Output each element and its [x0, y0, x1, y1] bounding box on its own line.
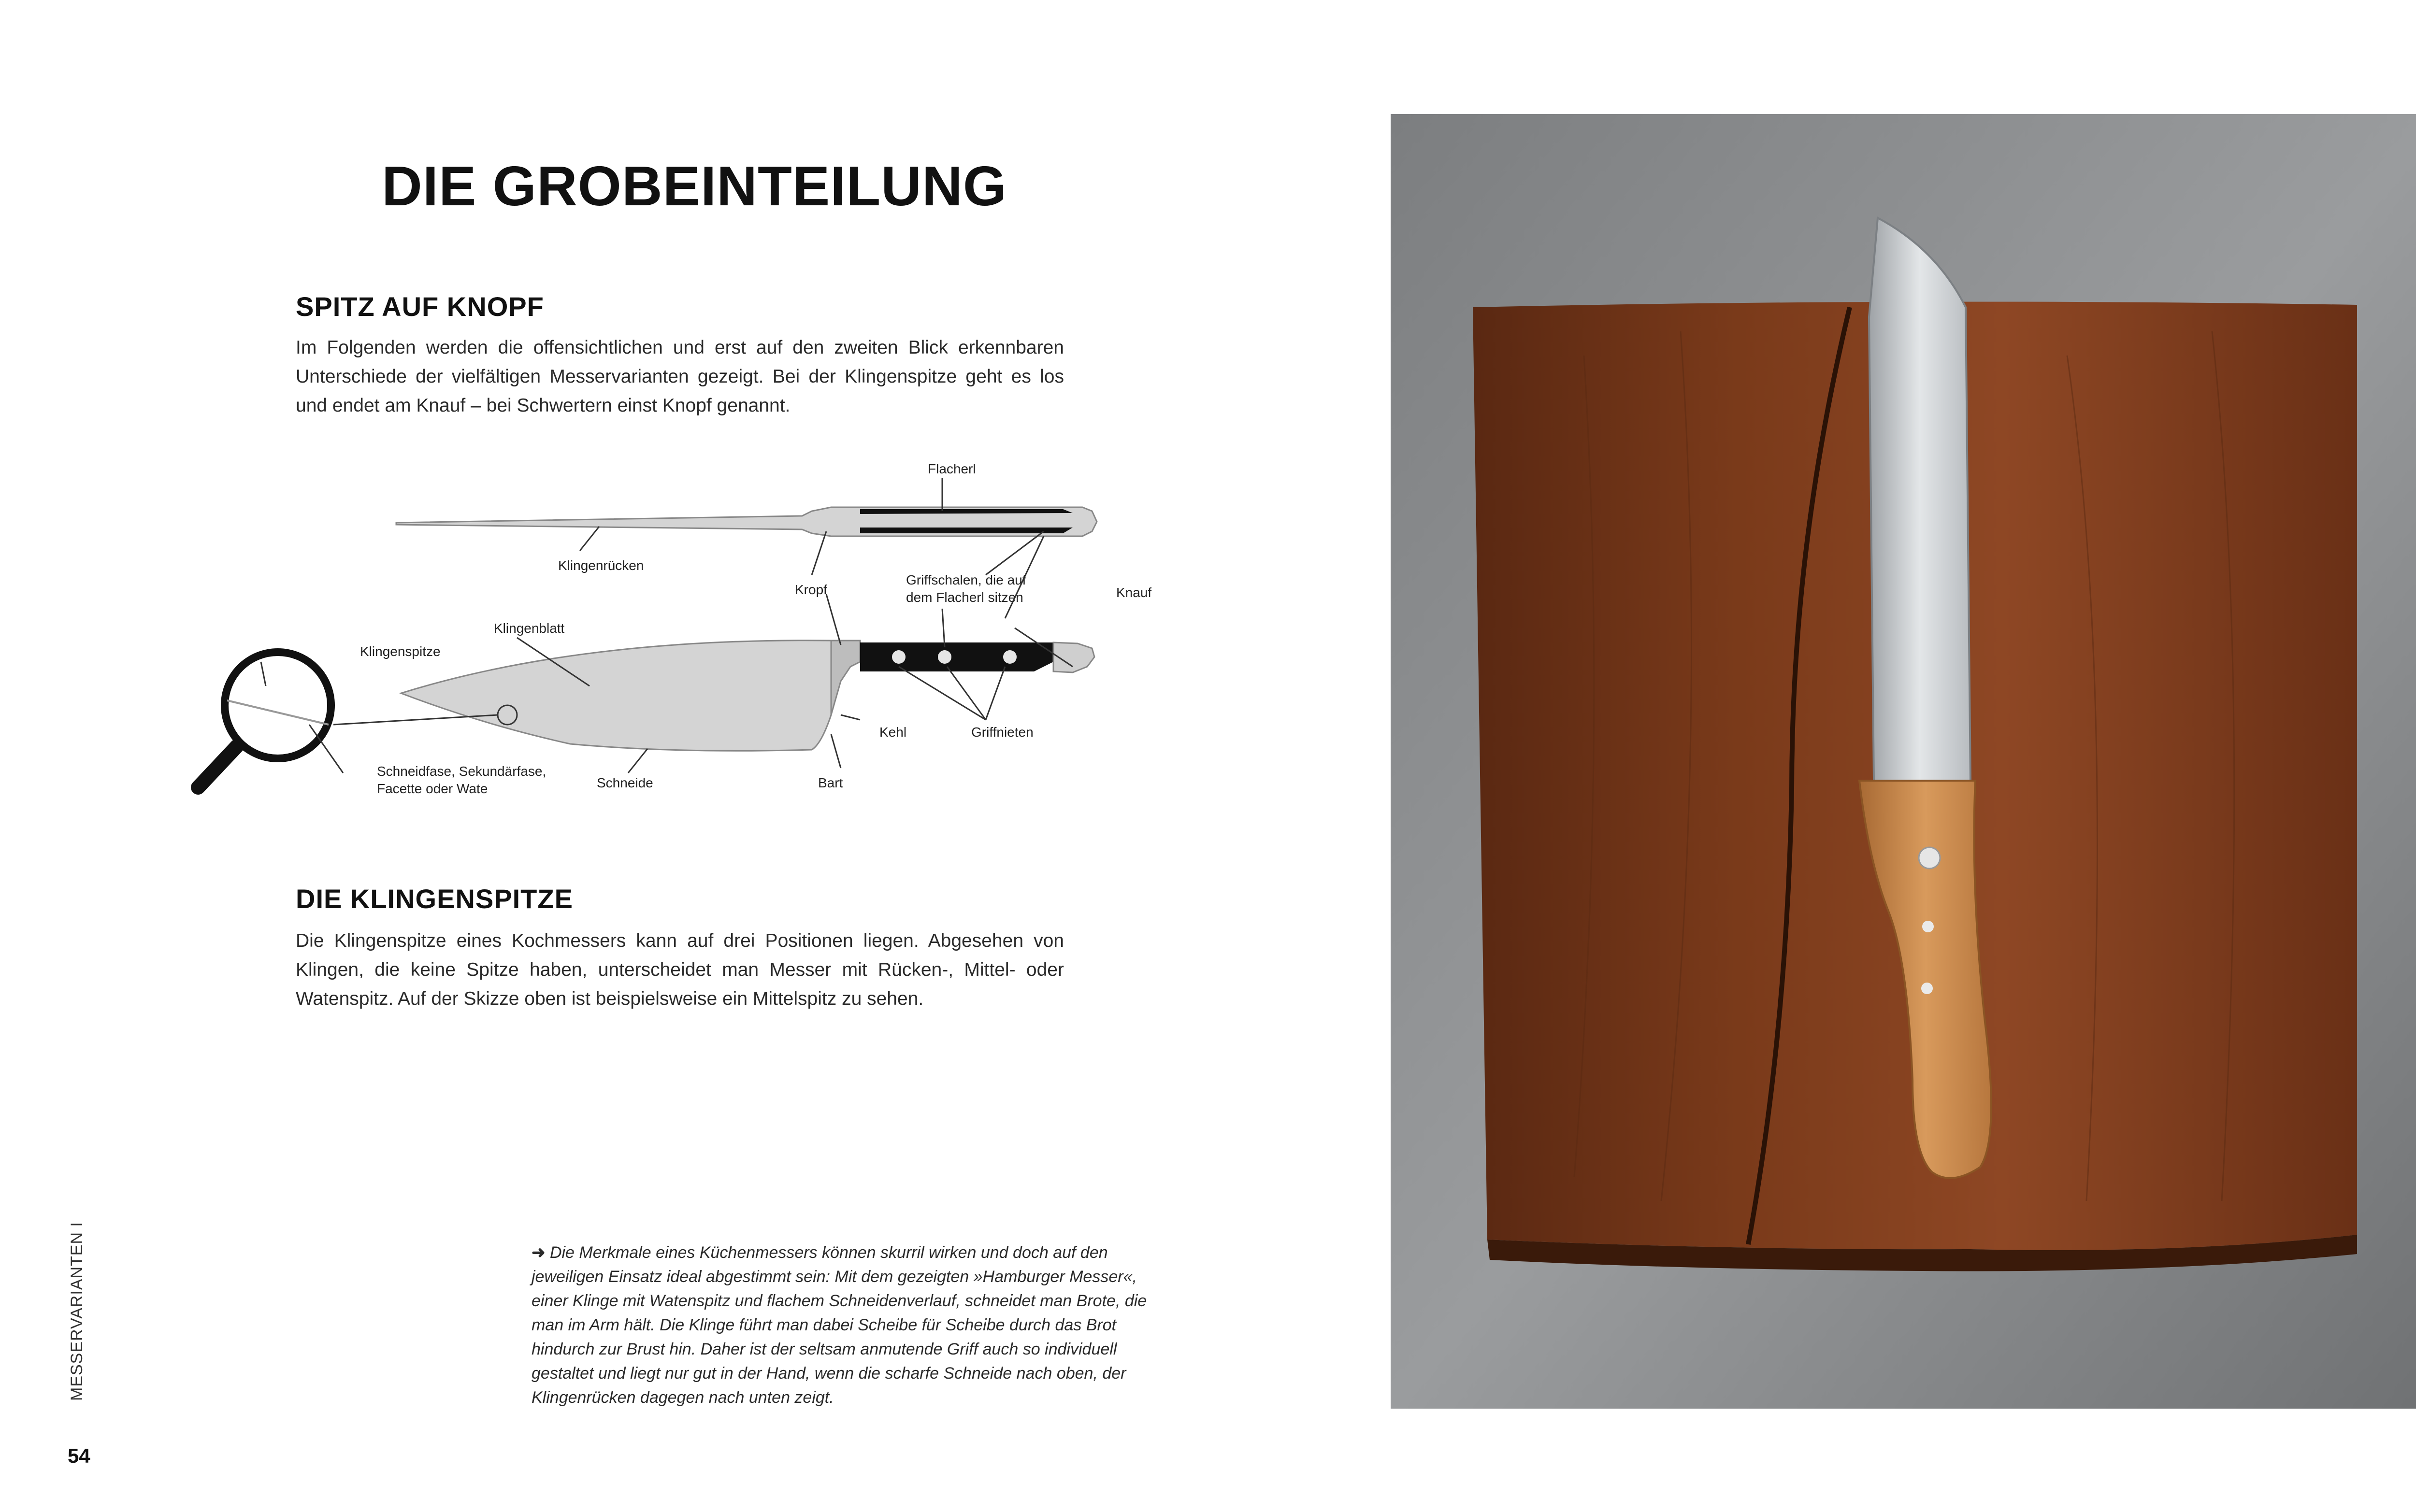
section-heading-spitz-auf-knopf: SPITZ AUF KNOPF [296, 291, 544, 322]
section-text-spitz-auf-knopf: Im Folgenden werden die offensichtlichen und erst auf den zweiten Blick erkennbaren Unterschiede der vielfältigen Messervarianten gezeigt. Bei der Klingenspitze geht es los und endet am Knauf – bei Schwertern einst Knopf genannt. [296, 337, 1064, 416]
section-heading-die-klingenspitze: DIE KLINGENSPITZE [296, 884, 573, 914]
arrow-right-icon: ➜ [532, 1243, 546, 1262]
label-schneide: Schneide [597, 775, 653, 790]
label-klingenspitze: Klingenspitze [360, 644, 441, 659]
section-text-die-klingenspitze: Die Klingenspitze eines Kochmessers kann auf drei Positionen liegen. Abgesehen von Klingen, die keine Spitze haben, unterscheidet man Messer mit Rücken-, Mittel- oder Watenspitz. Auf der Skizze oben ist beispielsweise ein Mittelspitz zu sehen. [296, 930, 1064, 1009]
page-number: 54 [68, 1444, 90, 1467]
label-flacherl: Flacherl [928, 461, 976, 476]
side-section-label: MESSERVARIANTEN I [68, 1222, 86, 1401]
label-klingenblatt: Klingenblatt [494, 621, 565, 636]
page-title: DIE GROBEINTEILUNG [382, 155, 1007, 217]
label-schneidfase-2: Facette oder Wate [377, 781, 488, 796]
label-schneidfase-1: Schneidfase, Sekundärfase, [377, 764, 546, 779]
label-griffschalen-1: Griffschalen, die auf [906, 572, 1026, 587]
photo-caption [532, 1241, 1169, 1410]
knife-top-view [396, 507, 1097, 536]
caption-text: Die Merkmale eines Küchenmessers können skurril wirken und doch auf den jeweiligen Einsatz ideal abgestimmt sein: Mit dem gezeigten »Hamburger Messer«, einer Klinge mit Watenspitz und flachem Schneidenverlauf, schneidet man Brote, die man im Arm hält. Die Klinge führt man dabei Scheibe für Scheibe durch das Brot hindurch zur Brust hin. Daher ist der seltsam anmutende Griff auch so individuell gestaltet und liegt nur gut in der Hand, wenn die scharfe Schneide nach oben, der Klingenrücken dagegen nach unten zeigt. [532, 1243, 1147, 1407]
label-kropf: Kropf [795, 582, 827, 597]
knife-photo [1391, 114, 2416, 1409]
label-kehl: Kehl [879, 725, 907, 740]
label-griffnieten: Griffnieten [971, 725, 1034, 740]
knife-blade [1869, 218, 1970, 781]
label-bart: Bart [818, 775, 843, 790]
knife-anatomy-diagram [145, 454, 1218, 812]
label-knauf: Knauf [1116, 585, 1152, 600]
label-griffschalen-2: dem Flacherl sitzen [906, 590, 1023, 605]
label-klingenruecken: Klingenrücken [558, 558, 644, 573]
